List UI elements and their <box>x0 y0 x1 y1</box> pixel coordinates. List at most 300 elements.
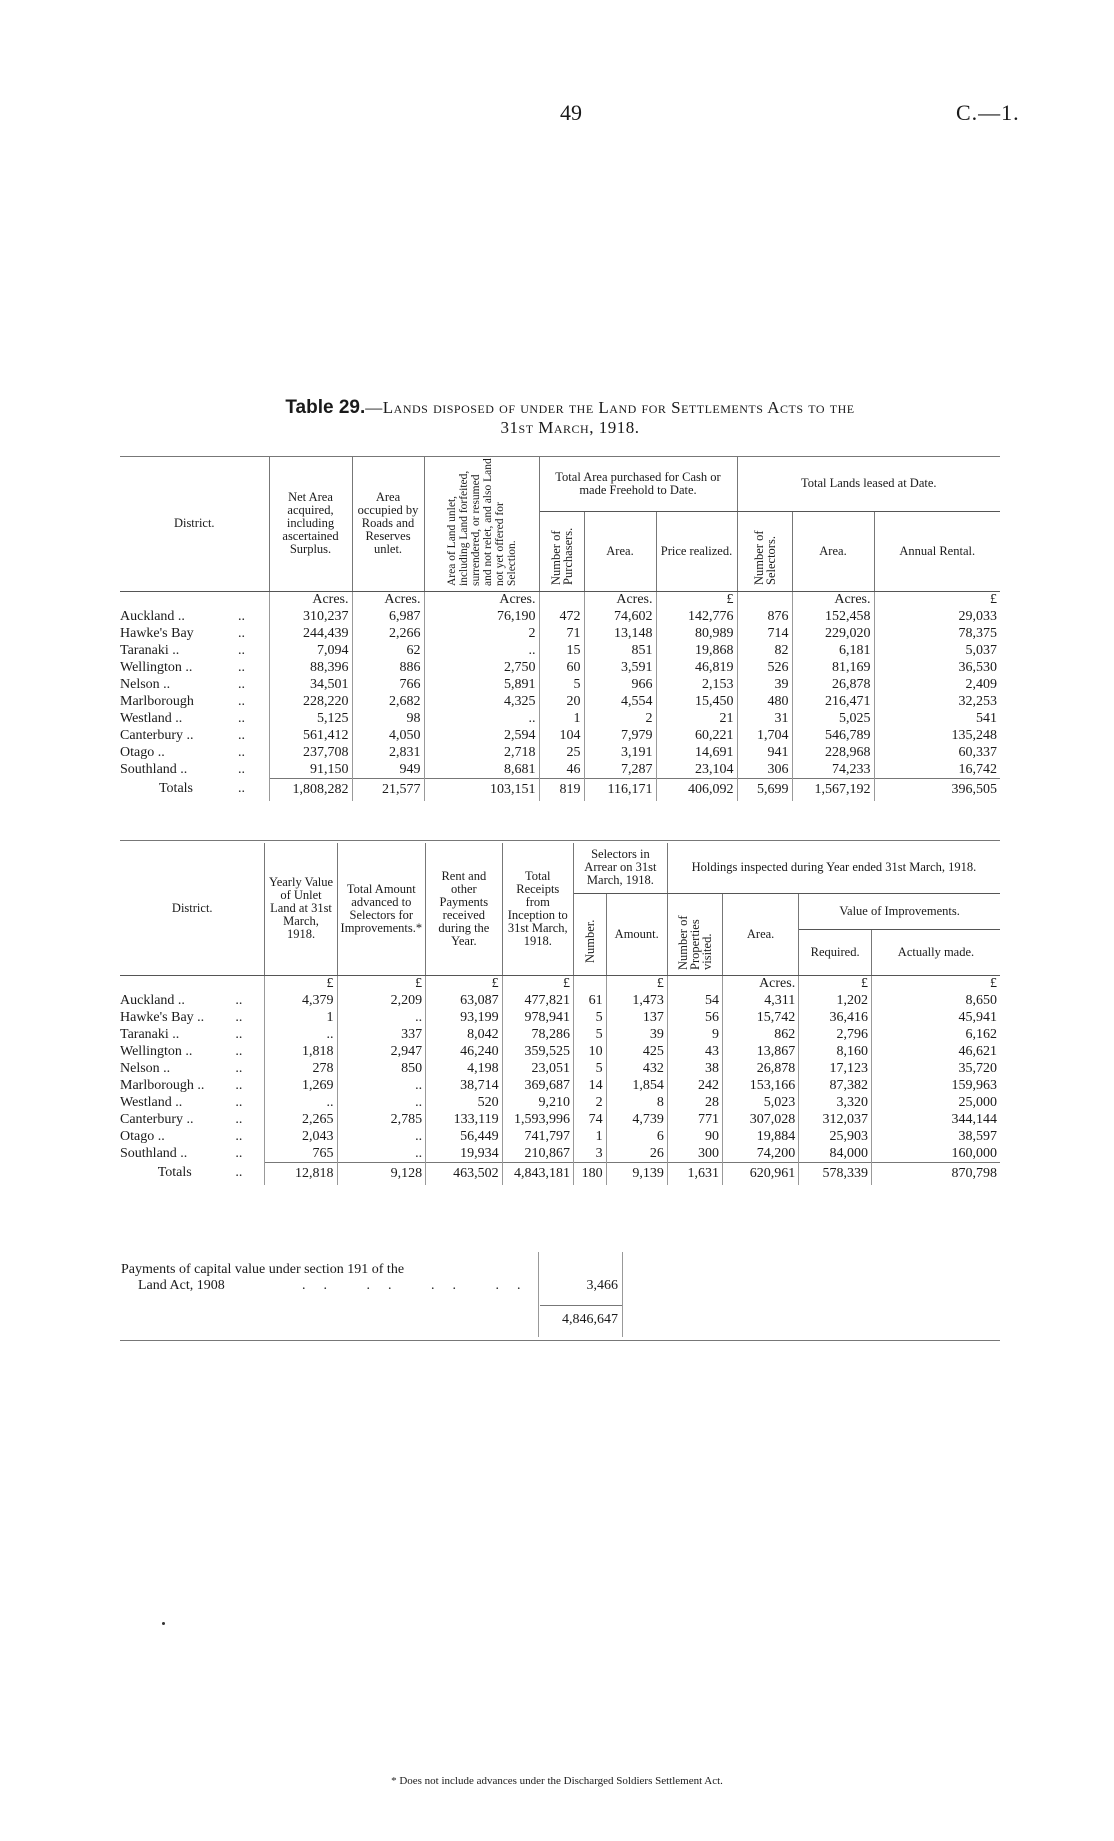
table-cell: 15,742 <box>722 1009 798 1026</box>
leader-dots: .. <box>235 625 269 642</box>
district-name: Nelson .. <box>120 676 171 692</box>
table-cell: 337 <box>337 1026 426 1043</box>
table-cell: 561,412 <box>269 727 352 744</box>
t1-header-area: Area. <box>584 511 656 591</box>
table-title <box>170 398 970 438</box>
table-cell: 862 <box>722 1026 798 1043</box>
table-cell: 2 <box>584 710 656 727</box>
table-cell: 23,104 <box>656 761 737 779</box>
totals-cell: 5,699 <box>737 778 792 801</box>
table-cell: 142,776 <box>656 608 737 625</box>
table-cell: 2 <box>573 1094 606 1111</box>
table-cell: 60,337 <box>958 744 997 760</box>
table-cell: 135,248 <box>951 727 997 743</box>
table-cell: 978,941 <box>502 1009 573 1026</box>
table-cell: 425 <box>606 1043 667 1060</box>
table-cell: 35,720 <box>958 1060 997 1076</box>
table-cell: .. <box>424 710 539 727</box>
table-cell: 6 <box>606 1128 667 1145</box>
t2-header-inspected-group: Holdings inspected during Year ended 31st March, 1918. <box>667 843 1000 893</box>
totals-cell: 9,139 <box>606 1162 667 1185</box>
table-cell: 46,621 <box>958 1043 997 1059</box>
totals-cell: 819 <box>539 778 584 801</box>
table-cell: 850 <box>337 1060 426 1077</box>
table-cell: 46,240 <box>426 1043 502 1060</box>
table-row <box>120 625 1000 642</box>
table-cell: 520 <box>426 1094 502 1111</box>
table-cell: 766 <box>352 676 424 693</box>
table-cell: 19,868 <box>656 642 737 659</box>
table-cell: 19,934 <box>426 1145 502 1163</box>
unit-blank <box>235 591 269 608</box>
district-name: Westland .. <box>120 1094 183 1110</box>
leader-dots: .. <box>235 642 269 659</box>
table-cell: 541 <box>976 710 997 726</box>
table-cell: 2,785 <box>337 1111 426 1128</box>
table-cell: 1,202 <box>799 992 872 1009</box>
unit-label: £ <box>426 975 502 992</box>
table-row <box>120 1145 1000 1163</box>
totals-cell: 463,502 <box>426 1162 502 1185</box>
t1-header-rental: Annual Rental. <box>874 511 1000 591</box>
t1-header-price: Price realized. <box>656 511 737 591</box>
table-cell: 278 <box>265 1060 337 1077</box>
totals-label: Totals <box>157 1165 192 1181</box>
payments-line1: Payments of capital value under section 191 of the <box>121 1262 405 1277</box>
unit-label: £ <box>606 975 667 992</box>
table-cell: 472 <box>539 608 584 625</box>
table-cell: 949 <box>352 761 424 779</box>
t2-header-number-text: Number. <box>582 919 597 963</box>
unit-label: Acres. <box>352 591 424 608</box>
unit-label: £ <box>337 975 426 992</box>
district-name: Canterbury .. <box>120 1111 194 1127</box>
unit-label <box>737 591 792 608</box>
t1-header-num-selectors <box>737 511 792 591</box>
table-cell: 14 <box>573 1077 606 1094</box>
table-row <box>120 761 1000 779</box>
table-row <box>120 1077 1000 1094</box>
table-cell: 21 <box>656 710 737 727</box>
table-cell: 26 <box>606 1145 667 1163</box>
table-cell: 8 <box>606 1094 667 1111</box>
table-cell: .. <box>337 1077 426 1094</box>
table-row <box>120 608 1000 625</box>
totals-cell: 406,092 <box>656 778 737 801</box>
table-cell: 4,325 <box>424 693 539 710</box>
table-cell: 74,602 <box>584 608 656 625</box>
table-title-line1: —Lands disposed of under the Land for Settlements Acts to the <box>365 398 855 417</box>
table-cell: 1,593,996 <box>502 1111 573 1128</box>
table-cell: 312,037 <box>799 1111 872 1128</box>
table-cell: .. <box>337 1009 426 1026</box>
leader-dots: .. <box>232 1094 265 1111</box>
table-cell: 61 <box>573 992 606 1009</box>
table-cell: 38 <box>667 1060 722 1077</box>
table-cell: 2,750 <box>424 659 539 676</box>
unit-label: Acres. <box>424 591 539 608</box>
t2-header-required: Required. <box>799 929 872 975</box>
table-cell: 6,162 <box>965 1026 997 1042</box>
table-cell: 359,525 <box>502 1043 573 1060</box>
table-cell: 25,000 <box>958 1094 997 1110</box>
t2-header-amount: Amount. <box>606 893 667 975</box>
table-cell: 5 <box>573 1026 606 1043</box>
table-cell: 74 <box>573 1111 606 1128</box>
table-cell: .. <box>337 1094 426 1111</box>
table-row <box>120 1060 1000 1077</box>
totals-cell: 9,128 <box>337 1162 426 1185</box>
table-cell: 2,266 <box>352 625 424 642</box>
district-name: Auckland .. <box>120 608 185 624</box>
table-receipts-and-holdings <box>120 843 1000 1185</box>
table-cell: 46,819 <box>656 659 737 676</box>
table-cell: 1 <box>265 1009 337 1026</box>
table-cell: 91,150 <box>269 761 352 779</box>
t2-header-props <box>667 893 722 975</box>
table-cell: 4,198 <box>426 1060 502 1077</box>
table2-top-rule <box>120 840 1000 841</box>
table-cell: 60,221 <box>656 727 737 744</box>
table-cell: 5,891 <box>424 676 539 693</box>
table-cell: 63,087 <box>426 992 502 1009</box>
table-title-prefix: Table 29. <box>285 397 366 418</box>
table-row <box>120 676 1000 693</box>
payments-total: 4,846,647 <box>562 1312 618 1327</box>
table-cell: 36,530 <box>958 659 997 675</box>
totals-label: Totals <box>158 781 193 797</box>
table-cell: 216,471 <box>792 693 874 710</box>
table-cell: 17,123 <box>799 1060 872 1077</box>
district-name: Wellington .. <box>120 1043 193 1059</box>
leader-dots: .. <box>235 778 269 801</box>
table-cell: 104 <box>539 727 584 744</box>
table-cell: 2,209 <box>337 992 426 1009</box>
table-row <box>120 642 1000 659</box>
table-cell: 8,160 <box>799 1043 872 1060</box>
table-cell: 36,416 <box>799 1009 872 1026</box>
table-cell: 2,718 <box>424 744 539 761</box>
table-cell: 344,144 <box>951 1111 997 1127</box>
unit-label: Acres. <box>269 591 352 608</box>
district-name: Taranaki .. <box>120 1026 180 1042</box>
table-cell: 5,037 <box>965 642 997 658</box>
table-cell: 20 <box>539 693 584 710</box>
table-cell: 2,594 <box>424 727 539 744</box>
leader-dots: .. <box>235 693 269 710</box>
table-cell: 7,979 <box>584 727 656 744</box>
table1-units-row <box>120 591 1000 608</box>
t1-header-num-selectors-text: Number of Selectors. <box>751 530 778 585</box>
district-name: Southland .. <box>120 1145 188 1161</box>
table-cell: 28 <box>667 1094 722 1111</box>
table-cell: 1,269 <box>265 1077 337 1094</box>
district-name: Wellington .. <box>120 659 193 675</box>
table-cell: .. <box>337 1128 426 1145</box>
table-row <box>120 1026 1000 1043</box>
leader-dots: .. <box>235 744 269 761</box>
table-cell: 307,028 <box>722 1111 798 1128</box>
totals-cell: 180 <box>573 1162 606 1185</box>
table-row <box>120 659 1000 676</box>
leader-dots: .. <box>232 1162 265 1185</box>
table-cell: 38,597 <box>958 1128 997 1144</box>
payments-divider <box>538 1252 539 1337</box>
unit-label: £ <box>799 975 872 992</box>
t1-header-area2: Area. <box>792 511 874 591</box>
district-name: Marlborough .. <box>120 1077 205 1093</box>
table-cell: 2,796 <box>799 1026 872 1043</box>
table-cell: 237,708 <box>269 744 352 761</box>
district-name: Otago .. <box>120 1128 165 1144</box>
district-name: Hawke's Bay .. <box>120 1009 205 1025</box>
page-code: C.—1. <box>956 100 1020 125</box>
table-row <box>120 1094 1000 1111</box>
district-name: Hawke's Bay <box>120 625 194 641</box>
district-name: Canterbury .. <box>120 727 194 743</box>
table-cell: 16,742 <box>958 761 997 777</box>
table-row <box>120 727 1000 744</box>
table-cell: 2,682 <box>352 693 424 710</box>
table-cell: 45,941 <box>958 1009 997 1025</box>
leader-dots: .. <box>235 761 269 779</box>
table-title-line2: 31st March, 1918. <box>500 418 640 437</box>
table-cell: 133,119 <box>426 1111 502 1128</box>
unit-label <box>539 591 584 608</box>
table-cell: 2,831 <box>352 744 424 761</box>
table-cell: 82 <box>737 642 792 659</box>
district-name: Otago .. <box>120 744 165 760</box>
unit-label <box>667 975 722 992</box>
table-cell: 1 <box>539 710 584 727</box>
table-cell: 6,987 <box>352 608 424 625</box>
totals-cell: 1,631 <box>667 1162 722 1185</box>
table-cell: .. <box>337 1145 426 1163</box>
t2-header-number <box>573 893 606 975</box>
table-cell: 14,691 <box>656 744 737 761</box>
table-row <box>120 710 1000 727</box>
table-cell: 741,797 <box>502 1128 573 1145</box>
table2-units-row <box>120 975 1000 992</box>
table-cell: 13,148 <box>584 625 656 642</box>
t2-header-props-text: Number of Properties visited. <box>675 915 714 970</box>
district-name: Nelson .. <box>120 1060 171 1076</box>
payments-line2: Land Act, 1908 <box>138 1278 225 1293</box>
t2-header-advanced: Total Amount advanced to Selectors for Improvements.* <box>337 843 426 975</box>
table-cell: 29,033 <box>958 608 997 624</box>
table-cell: 765 <box>265 1145 337 1163</box>
table-cell: 152,458 <box>792 608 874 625</box>
totals-cell: 620,961 <box>722 1162 798 1185</box>
table-cell: 4,554 <box>584 693 656 710</box>
totals-cell: 21,577 <box>352 778 424 801</box>
table-cell: 31 <box>737 710 792 727</box>
table-cell: 25,903 <box>799 1128 872 1145</box>
table-cell: 88,396 <box>269 659 352 676</box>
table-cell: 1,818 <box>265 1043 337 1060</box>
table-cell: 9 <box>667 1026 722 1043</box>
table-cell: 76,190 <box>424 608 539 625</box>
unit-label: Acres. <box>722 975 798 992</box>
leader-dots: .. <box>235 727 269 744</box>
table-cell: 38,714 <box>426 1077 502 1094</box>
unit-label: Acres. <box>792 591 874 608</box>
table-cell: 5 <box>573 1009 606 1026</box>
district-name: Westland .. <box>120 710 183 726</box>
t2-header-district: District. <box>120 843 265 975</box>
table-cell: 23,051 <box>502 1060 573 1077</box>
table-cell: 1,473 <box>606 992 667 1009</box>
table-cell: 5,125 <box>269 710 352 727</box>
leader-dots: .. <box>235 676 269 693</box>
totals-cell: 578,339 <box>799 1162 872 1185</box>
totals-cell: 116,171 <box>584 778 656 801</box>
table-cell: 3,320 <box>799 1094 872 1111</box>
t1-header-num-purchasers <box>539 511 584 591</box>
leader-dots: .. <box>235 608 269 625</box>
table-cell: 480 <box>737 693 792 710</box>
table-cell: 477,821 <box>502 992 573 1009</box>
totals-cell: 1,567,192 <box>792 778 874 801</box>
t1-header-roads: Area occupied by Roads and Reserves unlet. <box>352 457 424 591</box>
table-cell: 851 <box>584 642 656 659</box>
table-cell: 81,169 <box>792 659 874 676</box>
unit-label: £ <box>502 975 573 992</box>
table-cell: 98 <box>352 710 424 727</box>
table-cell: 771 <box>667 1111 722 1128</box>
stray-mark <box>162 1622 165 1625</box>
table-cell: 4,379 <box>265 992 337 1009</box>
table-cell: 3 <box>573 1145 606 1163</box>
table-cell: 159,963 <box>951 1077 997 1093</box>
unit-label: £ <box>990 975 997 991</box>
table-cell: 244,439 <box>269 625 352 642</box>
table-cell: 5,025 <box>792 710 874 727</box>
table-cell: 13,867 <box>722 1043 798 1060</box>
leader-dots: .. <box>232 1077 265 1094</box>
totals-cell: 396,505 <box>874 778 1000 801</box>
table-cell: 8,650 <box>965 992 997 1008</box>
unit-label: £ <box>656 591 737 608</box>
district-name: Auckland .. <box>120 992 185 1008</box>
table-cell: 56 <box>667 1009 722 1026</box>
table-cell: 62 <box>352 642 424 659</box>
table-cell: 2,043 <box>265 1128 337 1145</box>
table-cell: 966 <box>584 676 656 693</box>
leader-dots: .. <box>232 1026 265 1043</box>
table-cell: 80,989 <box>656 625 737 642</box>
table-cell: .. <box>265 1094 337 1111</box>
table-cell: 8,042 <box>426 1026 502 1043</box>
totals-cell: 12,818 <box>265 1162 337 1185</box>
page-number: 49 <box>560 100 582 125</box>
table-cell: 39 <box>606 1026 667 1043</box>
table-cell: 74,233 <box>792 761 874 779</box>
unit-blank <box>120 591 235 608</box>
table-cell: 137 <box>606 1009 667 1026</box>
unit-label: Acres. <box>584 591 656 608</box>
table-cell: 8,681 <box>424 761 539 779</box>
payments-amount: 3,466 <box>586 1278 618 1293</box>
t2-header-receipts: Total Receipts from Inception to 31st March, 1918. <box>502 843 573 975</box>
t2-header-yearly: Yearly Value of Unlet Land at 31st March, 1918. <box>265 843 337 975</box>
table-cell: 228,968 <box>792 744 874 761</box>
unit-blank <box>120 975 232 992</box>
table-cell: 4,050 <box>352 727 424 744</box>
totals-row <box>120 778 1000 801</box>
payments-line2-dots: .. .. .. .. <box>302 1278 539 1293</box>
payments-divider-right <box>622 1252 623 1337</box>
table-lands-disposed <box>120 457 1000 801</box>
t1-header-district: District. <box>120 457 269 591</box>
leader-dots: .. <box>235 659 269 676</box>
table-cell: 1,854 <box>606 1077 667 1094</box>
t2-header-value-group: Value of Improvements. <box>799 893 1000 929</box>
table-row <box>120 744 1000 761</box>
table-cell: 19,884 <box>722 1128 798 1145</box>
table-cell: 2,265 <box>265 1111 337 1128</box>
table-cell: 941 <box>737 744 792 761</box>
table-cell: .. <box>265 1026 337 1043</box>
table-cell: 15,450 <box>656 693 737 710</box>
table-cell: 229,020 <box>792 625 874 642</box>
bottom-rule <box>120 1340 1000 1341</box>
table-cell: 26,878 <box>722 1060 798 1077</box>
table-cell: 526 <box>737 659 792 676</box>
totals-row <box>120 1162 1000 1185</box>
table-cell: 432 <box>606 1060 667 1077</box>
totals-cell: 103,151 <box>424 778 539 801</box>
table-cell: 5 <box>539 676 584 693</box>
leader-dots: .. <box>232 1060 265 1077</box>
district-name: Marlborough <box>120 693 194 709</box>
table-cell: 5 <box>573 1060 606 1077</box>
table-cell: 15 <box>539 642 584 659</box>
table-cell: 5,023 <box>722 1094 798 1111</box>
table-cell: 300 <box>667 1145 722 1163</box>
table-cell: 93,199 <box>426 1009 502 1026</box>
table-cell: 4,739 <box>606 1111 667 1128</box>
district-name: Taranaki .. <box>120 642 180 658</box>
totals-cell: 870,798 <box>871 1162 1000 1185</box>
table-cell: 1,704 <box>737 727 792 744</box>
table-cell: 6,181 <box>792 642 874 659</box>
t1-header-num-purchasers-text: Number of Purchasers. <box>548 527 575 585</box>
t1-header-purchased-group: Total Area purchased for Cash or made Freehold to Date. <box>539 457 737 511</box>
leader-dots: .. <box>232 1009 265 1026</box>
table-cell: 228,220 <box>269 693 352 710</box>
table-row <box>120 693 1000 710</box>
table-cell: 26,878 <box>792 676 874 693</box>
table-cell: 2 <box>424 625 539 642</box>
unit-blank <box>232 975 265 992</box>
table-cell: 2,409 <box>965 676 997 692</box>
table-cell: 60 <box>539 659 584 676</box>
district-name: Southland .. <box>120 761 188 777</box>
table-cell: 90 <box>667 1128 722 1145</box>
t2-header-area: Area. <box>722 893 798 975</box>
t2-header-rent: Rent and other Payments received during the Year. <box>426 843 502 975</box>
leader-dots: .. <box>235 710 269 727</box>
table-cell: .. <box>424 642 539 659</box>
table-cell: 54 <box>667 992 722 1009</box>
t1-header-leased-group: Total Lands leased at Date. <box>737 457 1000 511</box>
table-cell: 3,591 <box>584 659 656 676</box>
table-cell: 32,253 <box>958 693 997 709</box>
t1-header-unlet-text: Area of Land unlet, including Land forfeited, surrendered, or resumed and not relet, and also Land not yet offered for Selection. <box>445 458 518 587</box>
table-cell: 87,382 <box>799 1077 872 1094</box>
table-cell: 1 <box>573 1128 606 1145</box>
